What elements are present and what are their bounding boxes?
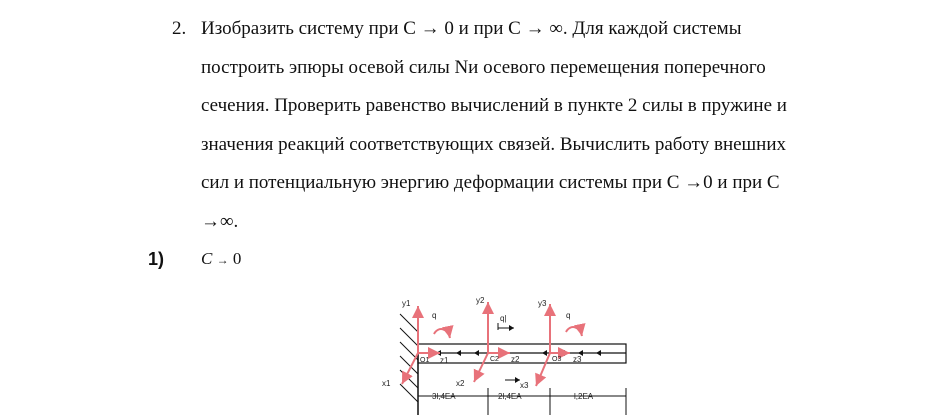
origin-label-o1: O1: [420, 357, 430, 364]
task-line: →∞.: [201, 210, 239, 232]
case-label: 1): [148, 249, 165, 269]
task-number: 2.: [172, 18, 187, 39]
case-arrow: →: [216, 253, 229, 267]
case-value: 0: [232, 249, 242, 268]
axis-label-z1: z1: [440, 356, 449, 365]
axis-label-y3: y3: [538, 299, 547, 308]
origin-label-c2: C2: [490, 356, 499, 363]
task-line: значения реакций соответствующих связей. Вычислить работу внешних: [201, 133, 787, 155]
task-line: сил и потенциальную энергию деформации системы при С →0 и при С: [201, 172, 780, 193]
beam-diagram: [380, 294, 640, 415]
axis-label-z2: z2: [511, 355, 520, 364]
load-label-q-right: q: [566, 311, 571, 320]
load-indicators: [498, 323, 520, 380]
axis-label-x2: x2: [456, 379, 465, 388]
segment-label-3: l,2EA: [574, 392, 594, 401]
axis-label-x1: x1: [382, 379, 391, 388]
load-label-q-mid: q|: [500, 314, 507, 323]
axis-label-z3: z3: [573, 355, 582, 364]
fixed-wall: [400, 308, 418, 415]
case-formula: [201, 246, 241, 273]
task-line: построить эпюры осевой силы Nи осевого перемещения поперечного: [201, 56, 766, 78]
task-line: Изобразить систему при С → 0 и при С → ∞. Для каждой системы: [201, 18, 742, 39]
load-label-q-left: q: [432, 311, 437, 320]
axis-label-y1: y1: [402, 299, 411, 308]
task-line: сечения. Проверить равенство вычислений в пункте 2 силы в пружине и: [201, 95, 787, 116]
task-text: [201, 10, 901, 241]
axis-label-y2: y2: [476, 296, 485, 305]
case-variable: C: [201, 249, 213, 268]
segment-label-1: 3l,4EA: [432, 392, 456, 401]
segment-label-2: 2l,4EA: [498, 392, 522, 401]
axis-label-x3: x3: [520, 381, 529, 390]
origin-label-o3: O3: [552, 356, 562, 363]
